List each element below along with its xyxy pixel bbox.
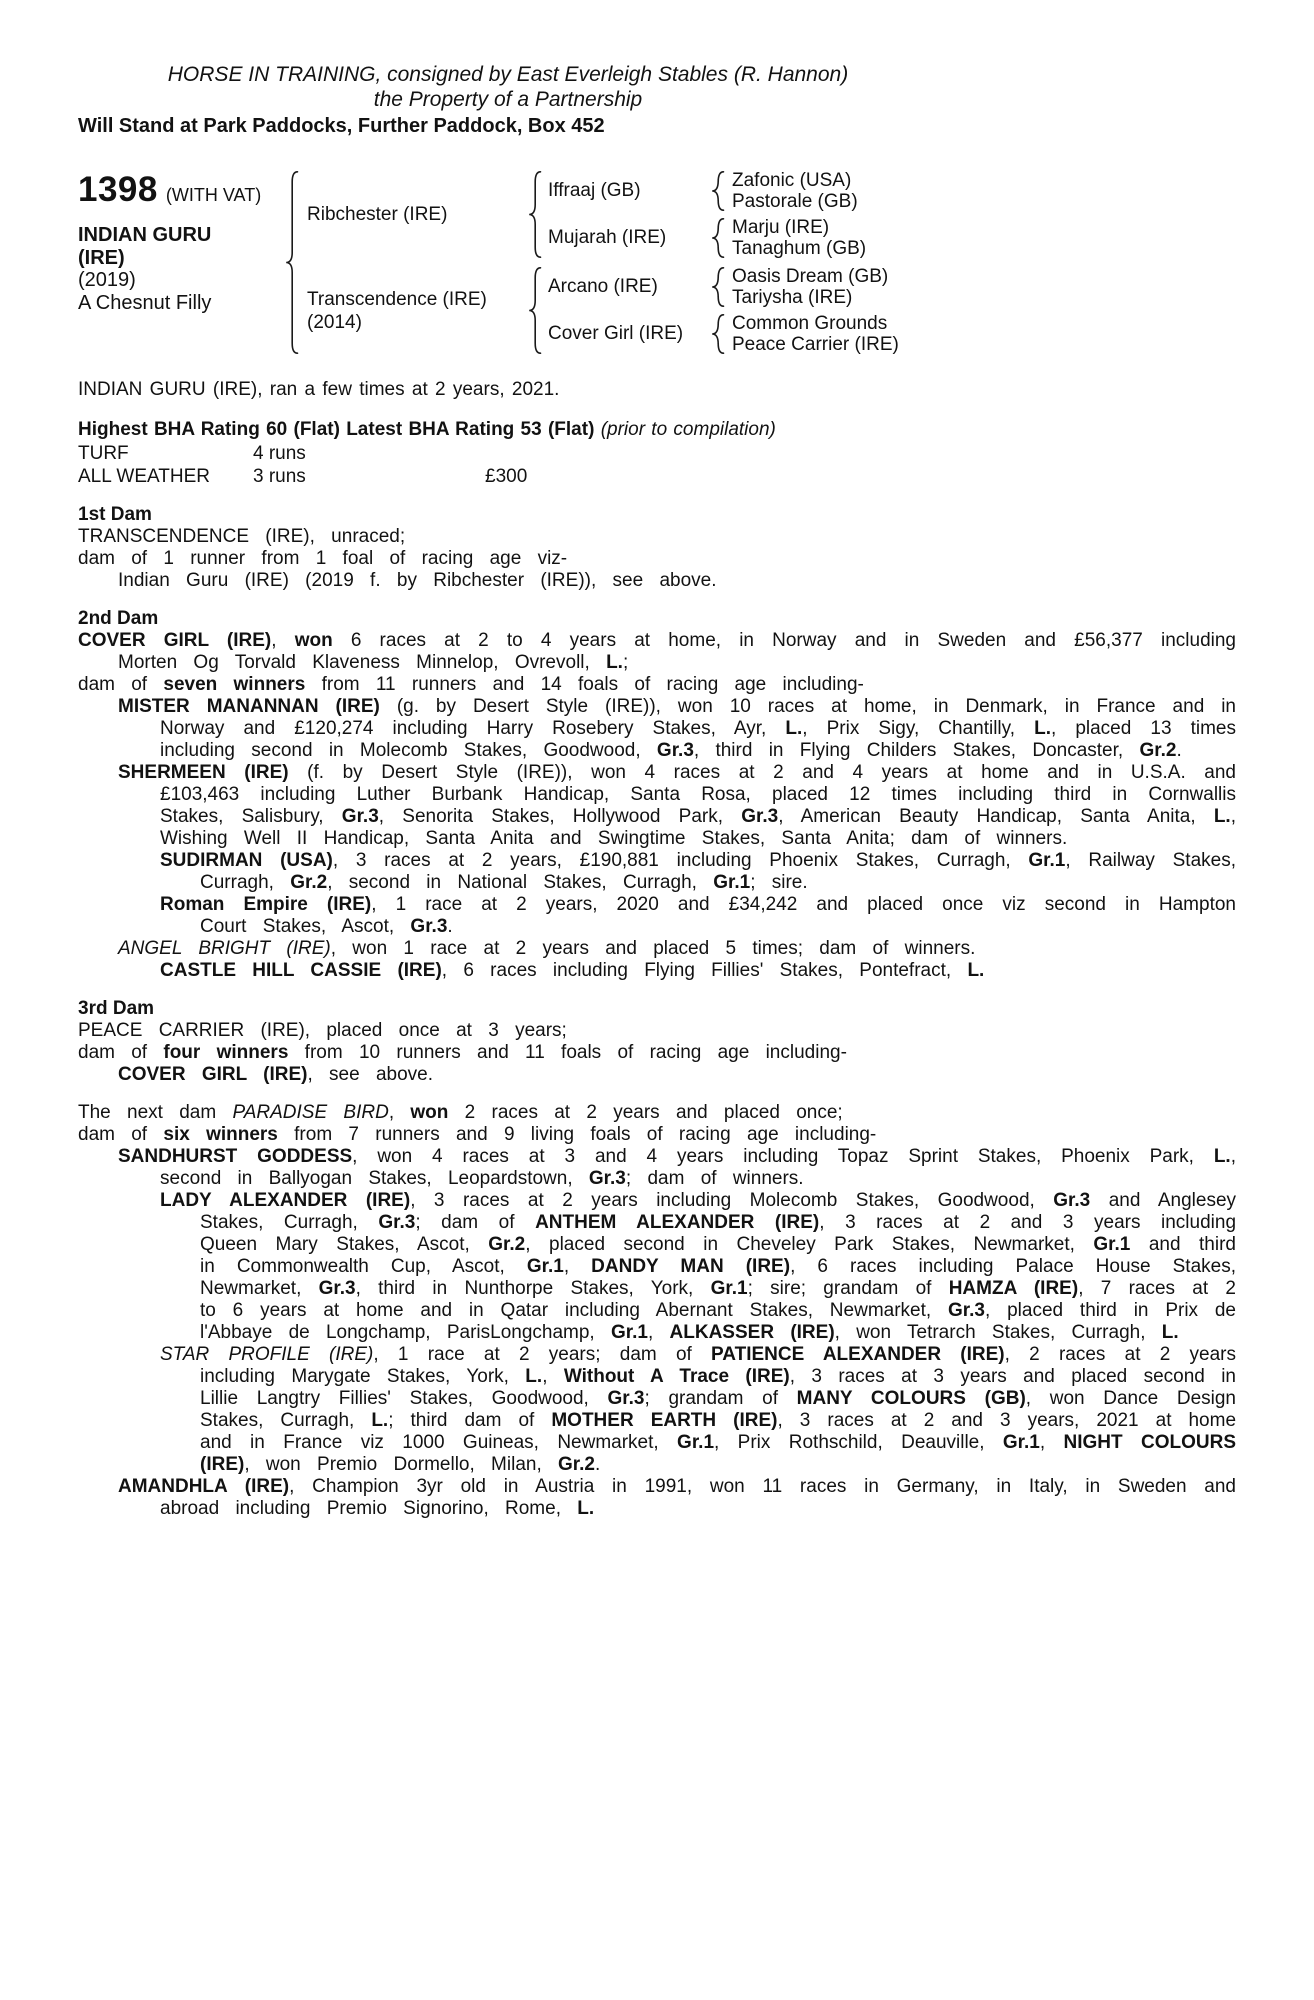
text-run: , <box>542 1366 564 1387</box>
text-run: dam of 1 runner from 1 foal of racing age viz- <box>78 548 568 569</box>
text-run: Gr.1 <box>710 1278 748 1299</box>
text-run: AMANDHLA (IRE) <box>118 1476 290 1497</box>
lot-number: 1398 <box>78 170 158 209</box>
text-run: L. <box>525 1366 543 1387</box>
gen2-unit <box>542 170 1236 212</box>
pedigree-paragraph <box>118 1064 1236 1086</box>
dam-section <box>78 608 1236 982</box>
text-run: ; <box>622 652 629 673</box>
gen1-label: Ribchester (IRE) <box>307 204 448 225</box>
horse-identity <box>78 224 284 314</box>
text-run: , Prix Sigy, Chantilly, <box>802 718 1035 739</box>
pedigree-paragraph <box>118 696 1236 762</box>
horse-foaling-year: (2019) <box>78 269 136 291</box>
text-run: Gr.2 <box>1139 740 1177 761</box>
text-run: ; dam of winners. <box>625 1168 804 1189</box>
text-run: , 6 races including Palace House Stakes, Newmarket, <box>200 1256 1237 1299</box>
text-run: ; sire; grandam of <box>747 1278 949 1299</box>
text-run: COVER GIRL (IRE) <box>118 1064 308 1085</box>
gen2-unit <box>542 217 1236 259</box>
text-run: Gr.1 <box>1028 850 1066 871</box>
bha-ratings <box>78 418 1236 488</box>
text-run: Gr.2 <box>290 872 328 893</box>
text-run: , <box>271 630 295 651</box>
text-run: , won Premio Dormello, Milan, <box>244 1454 559 1475</box>
text-run: HAMZA (IRE) <box>948 1278 1079 1299</box>
consignor-line: HORSE IN TRAINING, consigned by East Everleigh Stables (R. Hannon) <box>167 63 849 86</box>
pedigree-paragraph <box>118 938 1236 960</box>
text-run: Gr.3 <box>1053 1190 1091 1211</box>
text-run: , see above. <box>307 1064 434 1085</box>
text-run: , 3 races at 2 years, £190,881 including Phoenix Stakes, Curragh, <box>332 850 1029 871</box>
surface-label: ALL WEATHER <box>78 466 210 487</box>
gen2-column <box>542 170 1236 259</box>
text-run: , placed second in Cheveley Park Stakes, Newmarket, <box>525 1234 1094 1255</box>
text-run: ; grandam of <box>644 1388 797 1409</box>
gen3-name: Tanaghum (GB) <box>732 238 867 259</box>
text-run: PEACE CARRIER (IRE), placed once at 3 years; <box>78 1020 567 1041</box>
text-run: , third in Nunthorpe Stakes, York, <box>355 1278 711 1299</box>
text-run: 2 races at 2 years and placed once; <box>448 1102 843 1123</box>
text-run: , Prix Rothschild, Deauville, <box>714 1432 1003 1453</box>
text-run: L. <box>1213 1146 1231 1167</box>
pedigree-sections <box>78 504 1236 1520</box>
text-run: , won Dance Design Stakes, Curragh, <box>200 1388 1236 1431</box>
text-run: ; dam of <box>415 1212 536 1233</box>
text-run: , <box>647 1322 670 1343</box>
record-row-turf <box>78 442 1236 465</box>
text-run: , 2 races at 2 years including Marygate Stakes, York, <box>200 1344 1236 1387</box>
text-run: SHERMEEN (IRE) <box>118 762 289 783</box>
text-run: 6 races at 2 to 4 years at home, in Norway and in Sweden and £56,377 including Morten Og Torvald Klaveness Minnelop, Ovrevoll, <box>118 630 1236 673</box>
text-run: Gr.1 <box>526 1256 564 1277</box>
text-run: , <box>563 1256 592 1277</box>
brace-icon <box>284 170 299 355</box>
consignment-header <box>78 62 938 112</box>
gen2-name: Mujarah (IRE) <box>548 227 667 248</box>
runs-value: 4 runs <box>253 443 306 464</box>
text-run: , <box>388 1102 411 1123</box>
text-run: (f. by Desert Style (IRE)), won 4 races at 2 and 4 years at home and in U.S.A. and £103,463 including Luther Burbank Handicap, Santa Rosa, placed 12 times including third in Cornwallis Stakes, Salisbury, <box>160 762 1237 827</box>
text-run: , second in National Stakes, Curragh, <box>327 872 714 893</box>
gen2-name: Arcano (IRE) <box>548 276 658 297</box>
text-run: L. <box>1034 718 1051 739</box>
text-run: Gr.3 <box>378 1212 416 1233</box>
text-run: , Champion 3yr old in Austria in 1991, won 11 races in Germany, in Italy, in Sweden and abroad including Premio Signorino, Rome, <box>160 1476 1236 1519</box>
lot-pedigree-block <box>78 170 1236 355</box>
brace-icon <box>710 266 725 308</box>
gen3-pair <box>725 266 1236 308</box>
text-run: Gr.1 <box>677 1432 715 1453</box>
text-run: Gr.1 <box>1002 1432 1040 1453</box>
text-run: , 1 race at 2 years, 2020 and £34,242 and placed once viz second in Hampton Court Stakes, Ascot, <box>200 894 1236 937</box>
text-run: Gr.3 <box>607 1388 645 1409</box>
horse-description: A Chesnut Filly <box>78 291 212 314</box>
text-run: , won 4 races at 3 and 4 years including Topaz Sprint Stakes, Phoenix Park, <box>352 1146 1214 1167</box>
pedigree-paragraph <box>118 1476 1236 1520</box>
text-run: dam of <box>78 1124 164 1145</box>
gen3-name: Oasis Dream (GB) <box>732 266 889 287</box>
property-line: the Property of a Partnership <box>373 88 643 111</box>
text-run: , 3 races at 3 years and placed second in Lillie Langtry Fillies' Stakes, Goodwood, <box>200 1366 1237 1409</box>
text-run: , 6 races including Flying Fillies' Stakes, Pontefract, <box>441 960 968 981</box>
text-run: and Anglesey Stakes, Curragh, <box>200 1190 1237 1233</box>
gen2-name: Iffraaj (GB) <box>548 180 641 201</box>
text-run: ANGEL BRIGHT (IRE) <box>118 938 331 959</box>
text-run: CASTLE HILL CASSIE (IRE) <box>160 960 442 981</box>
gen3-name: Common Grounds <box>732 313 888 334</box>
text-run: , 3 races at 2 years including Molecomb Stakes, Goodwood, <box>410 1190 1054 1211</box>
text-run: L. <box>785 718 803 739</box>
text-run: Gr.1 <box>610 1322 648 1343</box>
text-run: Gr.1 <box>713 872 751 893</box>
text-run: Gr.2 <box>488 1234 526 1255</box>
text-run: DANDY MAN (IRE) <box>591 1256 791 1277</box>
text-run: Gr.1 <box>1093 1234 1131 1255</box>
text-run: L. <box>1161 1322 1179 1343</box>
stand-location-line: Will Stand at Park Paddocks, Further Paddock, Box 452 <box>78 115 605 137</box>
dam-section <box>78 998 1236 1086</box>
text-run: from 11 runners and 14 foals of racing age including- <box>305 674 864 695</box>
surface-label: TURF <box>78 443 129 464</box>
text-run: Indian Guru (IRE) (2019 f. by Ribchester (IRE)), see above. <box>118 570 717 591</box>
pedigree-paragraph <box>78 1124 1236 1146</box>
bha-rating-note: (prior to compilation) <box>600 419 776 440</box>
pedigree-half <box>299 170 1236 259</box>
lot-info <box>78 170 284 355</box>
text-run: , Railway Stakes, Curragh, <box>200 850 1236 893</box>
bha-rating-line <box>78 418 1236 441</box>
text-run: four winners <box>163 1042 289 1063</box>
text-run: won <box>294 630 333 651</box>
section-heading: 1st Dam <box>78 504 152 525</box>
text-run: Roman Empire (IRE) <box>160 894 372 915</box>
gen1-name <box>299 266 527 355</box>
text-run: LADY ALEXANDER (IRE) <box>160 1190 411 1211</box>
race-record-intro: INDIAN GURU (IRE), ran a few times at 2 years, 2021. <box>78 379 560 400</box>
text-run: , Senorita Stakes, Hollywood Park, <box>378 806 742 827</box>
text-run: , 3 races at 2 and 3 years including Queen Mary Stakes, Ascot, <box>200 1212 1237 1255</box>
pedigree-paragraph <box>118 762 1236 850</box>
pedigree-paragraph <box>78 548 1236 570</box>
gen2-column <box>542 266 1236 355</box>
horse-name-line1: INDIAN GURU <box>78 224 212 246</box>
text-run: and third in Commonwealth Cup, Ascot, <box>200 1234 1236 1277</box>
text-run: PARADISE BIRD <box>232 1102 389 1123</box>
gen3-name: Marju (IRE) <box>732 217 830 238</box>
text-run: six winners <box>163 1124 278 1145</box>
text-run: Gr.3 <box>410 916 448 937</box>
text-run: ; sire. <box>750 872 808 893</box>
pedigree-paragraph <box>78 674 1236 696</box>
gen3-name: Zafonic (USA) <box>732 170 852 191</box>
gen1-label: Transcendence (IRE) <box>307 288 487 310</box>
text-run: , placed 13 times including second in Molecomb Stakes, Goodwood, <box>160 718 1236 761</box>
text-run: seven winners <box>163 674 306 695</box>
text-run: ANTHEM ALEXANDER (IRE) <box>535 1212 820 1233</box>
gen1-name <box>299 170 527 259</box>
gen3-pair <box>725 170 1236 212</box>
text-run: Without A Trace (IRE) <box>563 1366 790 1387</box>
text-run: Gr.3 <box>318 1278 356 1299</box>
text-run: dam of <box>78 1042 164 1063</box>
dam-section <box>78 504 1236 592</box>
earnings-value: £300 <box>485 466 528 487</box>
catalog-body <box>78 379 1236 1520</box>
text-run: dam of <box>78 674 164 695</box>
pedigree-paragraph <box>78 526 1236 548</box>
text-run: (g. by Desert Style (IRE)), won 10 races at home, in Denmark, in France and in Norway and £120,274 including Harry Rosebery Stakes, Ayr, <box>160 696 1236 739</box>
text-run: . <box>595 1454 601 1475</box>
text-run: SANDHURST GODDESS <box>118 1146 353 1167</box>
text-run: ; third dam of <box>388 1410 552 1431</box>
text-run: won <box>410 1102 449 1123</box>
record-row-allweather <box>78 465 1236 488</box>
text-run: Gr.3 <box>656 740 694 761</box>
text-run: NIGHT COLOURS (IRE) <box>200 1432 1236 1475</box>
pedigree-paragraph <box>118 1146 1236 1190</box>
text-run: Gr.2 <box>558 1454 596 1475</box>
pedigree-paragraph <box>78 1102 1236 1124</box>
text-run: , second in Ballyogan Stakes, Leopardstown, <box>160 1146 1236 1189</box>
text-run: Gr.3 <box>341 806 379 827</box>
text-run: L. <box>577 1498 595 1519</box>
text-run: , 1 race at 2 years; dam of <box>373 1344 712 1365</box>
brace-icon <box>710 313 725 355</box>
dam-section <box>78 1102 1236 1520</box>
text-run: from 7 runners and 9 living foals of racing age including- <box>277 1124 877 1145</box>
text-run: L. <box>967 960 985 981</box>
text-run: , <box>1039 1432 1064 1453</box>
text-run: , won Tetrarch Stakes, Curragh, <box>834 1322 1162 1343</box>
pedigree-paragraph <box>160 1190 1236 1344</box>
gen3-name: Tariysha (IRE) <box>732 287 853 308</box>
pedigree-paragraph <box>78 630 1236 674</box>
text-run: Gr.3 <box>588 1168 626 1189</box>
gen3-name: Pastorale (GB) <box>732 191 858 212</box>
lot-number-line <box>78 170 284 210</box>
pedigree-generations <box>299 170 1236 355</box>
pedigree-paragraph <box>160 1344 1236 1476</box>
brace-icon <box>527 266 542 355</box>
text-run: Gr.3 <box>741 806 779 827</box>
text-run: SUDIRMAN (USA) <box>160 850 333 871</box>
text-run: L. <box>606 652 623 673</box>
text-run: ALKASSER (IRE) <box>669 1322 835 1343</box>
text-run: STAR PROFILE (IRE) <box>160 1344 374 1365</box>
text-run: , third in Flying Childers Stakes, Doncaster, <box>693 740 1140 761</box>
bha-rating-text: Highest BHA Rating 60 (Flat) Latest BHA Rating 53 (Flat) <box>78 419 595 440</box>
gen2-unit <box>542 313 1236 355</box>
text-run: from 10 runners and 11 foals of racing age including- <box>288 1042 847 1063</box>
text-run: The next dam <box>78 1102 233 1123</box>
pedigree-paragraph <box>160 894 1236 938</box>
text-run: , 7 races at 2 to 6 years at home and in Qatar including Abernant Stakes, Newmarket, <box>200 1278 1236 1321</box>
text-run: , 3 races at 2 and 3 years, 2021 at home and in France viz 1000 Guineas, Newmarket, <box>200 1410 1237 1453</box>
pedigree-paragraph <box>160 850 1236 894</box>
text-run: TRANSCENDENCE (IRE), unraced; <box>78 526 406 547</box>
gen2-unit <box>542 266 1236 308</box>
text-run: L. <box>1213 806 1231 827</box>
text-run: MOTHER EARTH (IRE) <box>551 1410 778 1431</box>
text-run: COVER GIRL (IRE) <box>78 630 272 651</box>
pedigree-paragraph <box>118 570 1236 592</box>
text-run: MANY COLOURS (GB) <box>796 1388 1026 1409</box>
gen3-name: Peace Carrier (IRE) <box>732 334 899 355</box>
section-heading: 3rd Dam <box>78 998 155 1019</box>
pedigree-paragraph <box>78 1042 1236 1064</box>
brace-icon <box>527 170 542 259</box>
pedigree-tree <box>284 170 1236 355</box>
text-run: . <box>1176 740 1182 761</box>
runs-value: 3 runs <box>253 466 306 487</box>
text-run: Gr.3 <box>948 1300 985 1321</box>
pedigree-paragraph <box>160 960 1236 982</box>
horse-name-line2: (IRE) <box>78 246 125 269</box>
text-run: , Wishing Well II Handicap, Santa Anita and Swingtime Stakes, Santa Anita; dam of winners. <box>160 806 1236 849</box>
gen2-name: Cover Girl (IRE) <box>548 323 684 344</box>
text-run: . <box>447 916 453 937</box>
vat-note: (WITH VAT) <box>165 185 262 205</box>
pedigree-half <box>299 266 1236 355</box>
text-run: , won 1 race at 2 years and placed 5 times; dam of winners. <box>330 938 976 959</box>
text-run: , American Beauty Handicap, Santa Anita, <box>778 806 1214 827</box>
text-run: , placed third in Prix de l'Abbaye de Longchamp, ParisLongchamp, <box>200 1300 1237 1343</box>
text-run: PATIENCE ALEXANDER (IRE) <box>711 1344 1005 1365</box>
text-run: L. <box>371 1410 389 1431</box>
brace-icon <box>710 170 725 212</box>
text-run: MISTER MANANNAN (IRE) <box>118 696 380 717</box>
section-heading: 2nd Dam <box>78 608 159 629</box>
gen1-year: (2014) <box>307 311 362 333</box>
gen3-pair <box>725 313 1236 355</box>
pedigree-paragraph <box>78 1020 1236 1042</box>
gen3-pair <box>725 217 1236 259</box>
brace-icon <box>710 217 725 259</box>
